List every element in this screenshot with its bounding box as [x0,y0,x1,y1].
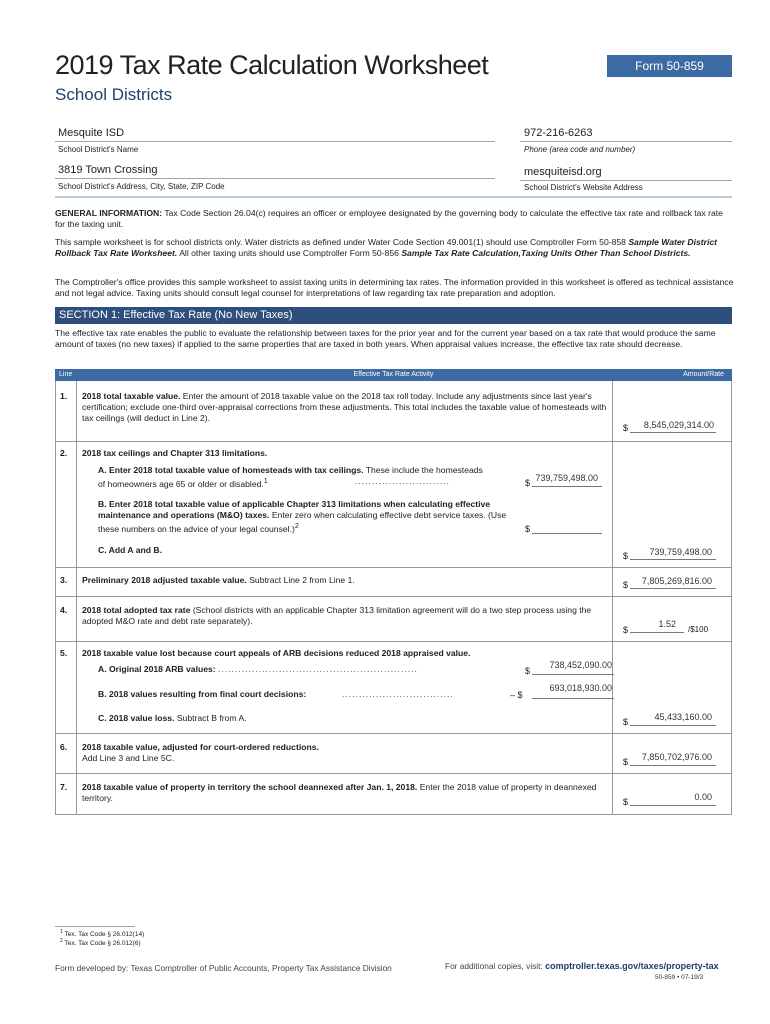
form-number-badge: Form 50-859 [607,55,732,77]
line-2c-description [98,545,518,556]
line-5b-amount: 693,018,930.00 [549,683,612,693]
district-address-label: School District's Address, City, State, ZIP Code [58,182,225,191]
line-1-description [82,391,610,424]
line-2b-text: Enter zero when calculating effective debt service taxes. (Use these numbers on the advice of your legal counsel.) [98,510,507,534]
line-6-number: 6. [60,742,68,752]
row-rule [55,596,732,597]
line-1-text: Enter the amount of 2018 taxable value on the 2018 tax roll today. Include any adjustments since last year's certification; exclude one-third over-appraisal corrections from these adjustments. This total includes the taxable value of homesteads with tax ceilings (will deduct in Line 2). [82,391,607,423]
line-3-title: Preliminary 2018 adjusted taxable value. [82,575,247,585]
line-2c-title: C. Add A and B. [98,545,162,555]
row-rule [55,567,732,568]
row-rule [55,641,732,642]
line-5b-prefix: – $ [510,690,523,700]
line-5c-description [98,713,518,724]
header-divider [55,196,732,198]
line-6-amount-line [630,765,716,766]
comptroller-disclaimer-paragraph: The Comptroller's office provides this sample worksheet to assist taxing units in determining tax rates. The information provided in this worksheet is offered as technical assistance and not legal advice. Taxing units should consult legal counsel for interpretations of law regarding tax rate preparation and adoption. [55,277,734,298]
line-5c-title: C. 2018 value loss. [98,713,175,723]
column-header-activity: Effective Tax Rate Activity [353,371,434,378]
phone-value: 972-216-6263 [524,127,593,139]
footer-copies-prefix: For additional copies, visit: [445,961,543,971]
line-5c-amount: 45,433,160.00 [654,712,712,722]
general-info-paragraph [55,208,735,230]
line-7-dollar: $ [623,797,629,807]
line-4-dollar: $ [623,625,629,635]
line-7-title: 2018 taxable value of property in territory the school deannexed after Jan. 1, 2018. [82,782,418,792]
amount-column-rule [612,381,613,815]
line-3-amount: 7,805,269,816.00 [641,576,712,586]
column-header-amount: Amount/Rate [683,371,724,378]
line-5c-dollar: $ [623,717,629,727]
line-3-text: Subtract Line 2 from Line 1. [249,575,355,585]
row-rule [55,441,732,442]
line-1-number: 1. [60,391,68,401]
footnote-2-text: Tex. Tax Code § 26.012(6) [64,940,141,948]
line-2a-title: A. Enter 2018 total taxable value of homesteads with tax ceilings. [98,465,364,475]
section-1-intro: The effective tax rate enables the public to evaluate the relationship between taxes for the prior year and for the current year based on a tax rate that would produce the same amount of taxes (no new taxes) if applied to the same properties that are taxed in both years. When appraisal values increase, the effective tax rate should decrease. [55,328,716,349]
line-5-title [82,648,602,659]
line-6-text: Add Line 3 and Line 5C. [82,753,175,763]
line-4-text: (School districts with an applicable Chapter 313 limitation agreement will do a two step process using the adopted M&O rate and debt rate separately). [82,605,592,626]
line-7-description [82,782,602,804]
section-1-header: SECTION 1: Effective Tax Rate (No New Taxes) [55,307,732,324]
sample-worksheet-text-a: This sample worksheet is for school districts only. Water districts as defined under Water Code Section 49.001(1) should use Comptroller Form 50-858 [55,237,626,247]
line-2b-title: B. Enter 2018 total taxable value of applicable Chapter 313 limitations when calculating effective maintenance and operations (M&O) taxes. [98,499,491,520]
line-5a-amount: 738,452,090.00 [549,660,612,670]
line-5a-amount-line [532,674,614,675]
line-4-amount: 1.52 [658,619,676,629]
line-2b-amount-line [532,533,602,534]
sample-worksheet-form-b: Sample Tax Rate Calculation,Taxing Units Other Than School Districts. [401,248,691,258]
line-2-number: 2. [60,448,68,458]
line-2a-dollar: $ [525,478,531,488]
general-info-lead: GENERAL INFORMATION: [55,208,163,218]
line-5a-leader: ........................................................... [218,664,418,674]
line-5-number: 5. [60,648,68,658]
footnote-2 [60,938,141,947]
line-2a-leader: ............................ [355,476,450,486]
district-name-value: Mesquite ISD [58,127,125,139]
line-2c-amount: 739,759,498.00 [649,547,712,557]
line-2b-description [98,499,518,535]
line-4-title: 2018 total adopted tax rate [82,605,191,615]
line-5a-dollar: $ [525,666,531,676]
line-5-title-text: 2018 taxable value lost because court appeals of ARB decisions reduced 2018 appraised value. [82,648,471,658]
line-2a-amount-line [532,486,602,487]
line-1-title: 2018 total taxable value. [82,391,181,401]
footer-comptroller-link[interactable]: comptroller.texas.gov/taxes/property-tax [545,961,719,971]
line-6-amount: 7,850,702,976.00 [641,752,712,762]
line-column-rule [76,381,77,815]
sample-worksheet-text-b: All other taxing units should use Comptroller Form 50-856 [179,248,399,258]
line-2a-footnote-mark: 1 [263,477,268,485]
sample-worksheet-form-a: Sample Water District Rollback Tax Rate Worksheet. [55,237,718,258]
line-2c-dollar: $ [623,551,629,561]
footnote-1-mark: 1 [60,929,63,935]
line-5a-description [98,664,228,675]
line-7-number: 7. [60,782,68,792]
line-3-number: 3. [60,575,68,585]
line-7-text: Enter the 2018 value of property in deannexed territory. [82,782,597,803]
line-5b-leader: ................................. [342,689,454,699]
line-6-description [82,742,442,764]
district-address-value: 3819 Town Crossing [58,164,158,176]
line-4-number: 4. [60,605,68,615]
district-address-line [55,178,495,179]
page-title: 2019 Tax Rate Calculation Worksheet [55,50,489,80]
page-subtitle: School Districts [55,85,173,104]
line-6-title: 2018 taxable value, adjusted for court-ordered reductions. [82,742,319,752]
website-line [520,180,732,181]
line-2b-footnote-mark: 2 [294,522,299,530]
line-2a-text: These include the homesteads of homeowners age 65 or older or disabled. [98,465,483,489]
row-rule [55,733,732,734]
website-label: School District's Website Address [524,183,643,192]
phone-line [520,141,732,142]
column-header-line: Line [59,371,73,378]
table-header [55,369,732,381]
line-5b-description [98,689,348,700]
line-5b-title: B. 2018 values resulting from final court decisions: [98,689,307,699]
line-5b-amount-line [532,698,614,699]
line-7-amount: 0.00 [694,792,712,802]
footnote-1 [60,929,144,938]
line-1-amount-line [630,432,716,433]
line-3-dollar: $ [623,580,629,590]
line-1-amount: 8,545,029,314.00 [643,420,714,430]
line-4-unit: /$100 [688,625,709,634]
line-5c-amount-line [630,725,716,726]
footnote-2-mark: 2 [60,938,63,944]
line-7-amount-line [630,805,716,806]
line-6-dollar: $ [623,757,629,767]
line-3-description [82,575,602,586]
sample-worksheet-paragraph [55,237,735,259]
row-rule [55,773,732,774]
district-name-line [55,141,495,142]
line-2b-dollar: $ [525,524,531,534]
phone-label: Phone (area code and number) [524,145,636,154]
footnote-rule [55,926,135,927]
line-2-title [82,448,602,459]
line-1-dollar: $ [623,423,629,433]
website-value: mesquiteisd.org [524,166,602,178]
footer-form-code: 50-859 • 07-19/3 [655,974,704,981]
general-info-text: Tax Code Section 26.04(c) requires an officer or employee designated by the governing body to calculate the effective tax rate and rollback tax rate for the taxing unit. [55,208,723,229]
line-3-amount-line [630,588,716,589]
line-4-description [82,605,614,627]
footer-copies-note [445,961,719,971]
footnote-1-text: Tex. Tax Code § 26.012(14) [64,931,145,939]
footer-developer-credit: Form developed by: Texas Comptroller of Public Accounts, Property Tax Assistance Division [55,963,392,973]
line-5a-title: A. Original 2018 ARB values: [98,664,216,674]
line-5c-text: Subtract B from A. [176,713,247,723]
line-2c-amount-line [630,559,716,560]
line-4-amount-line [630,632,684,633]
district-name-label: School District's Name [58,145,139,154]
line-2-title-text: 2018 tax ceilings and Chapter 313 limitations. [82,448,268,458]
line-2a-amount: 739,759,498.00 [535,473,598,483]
